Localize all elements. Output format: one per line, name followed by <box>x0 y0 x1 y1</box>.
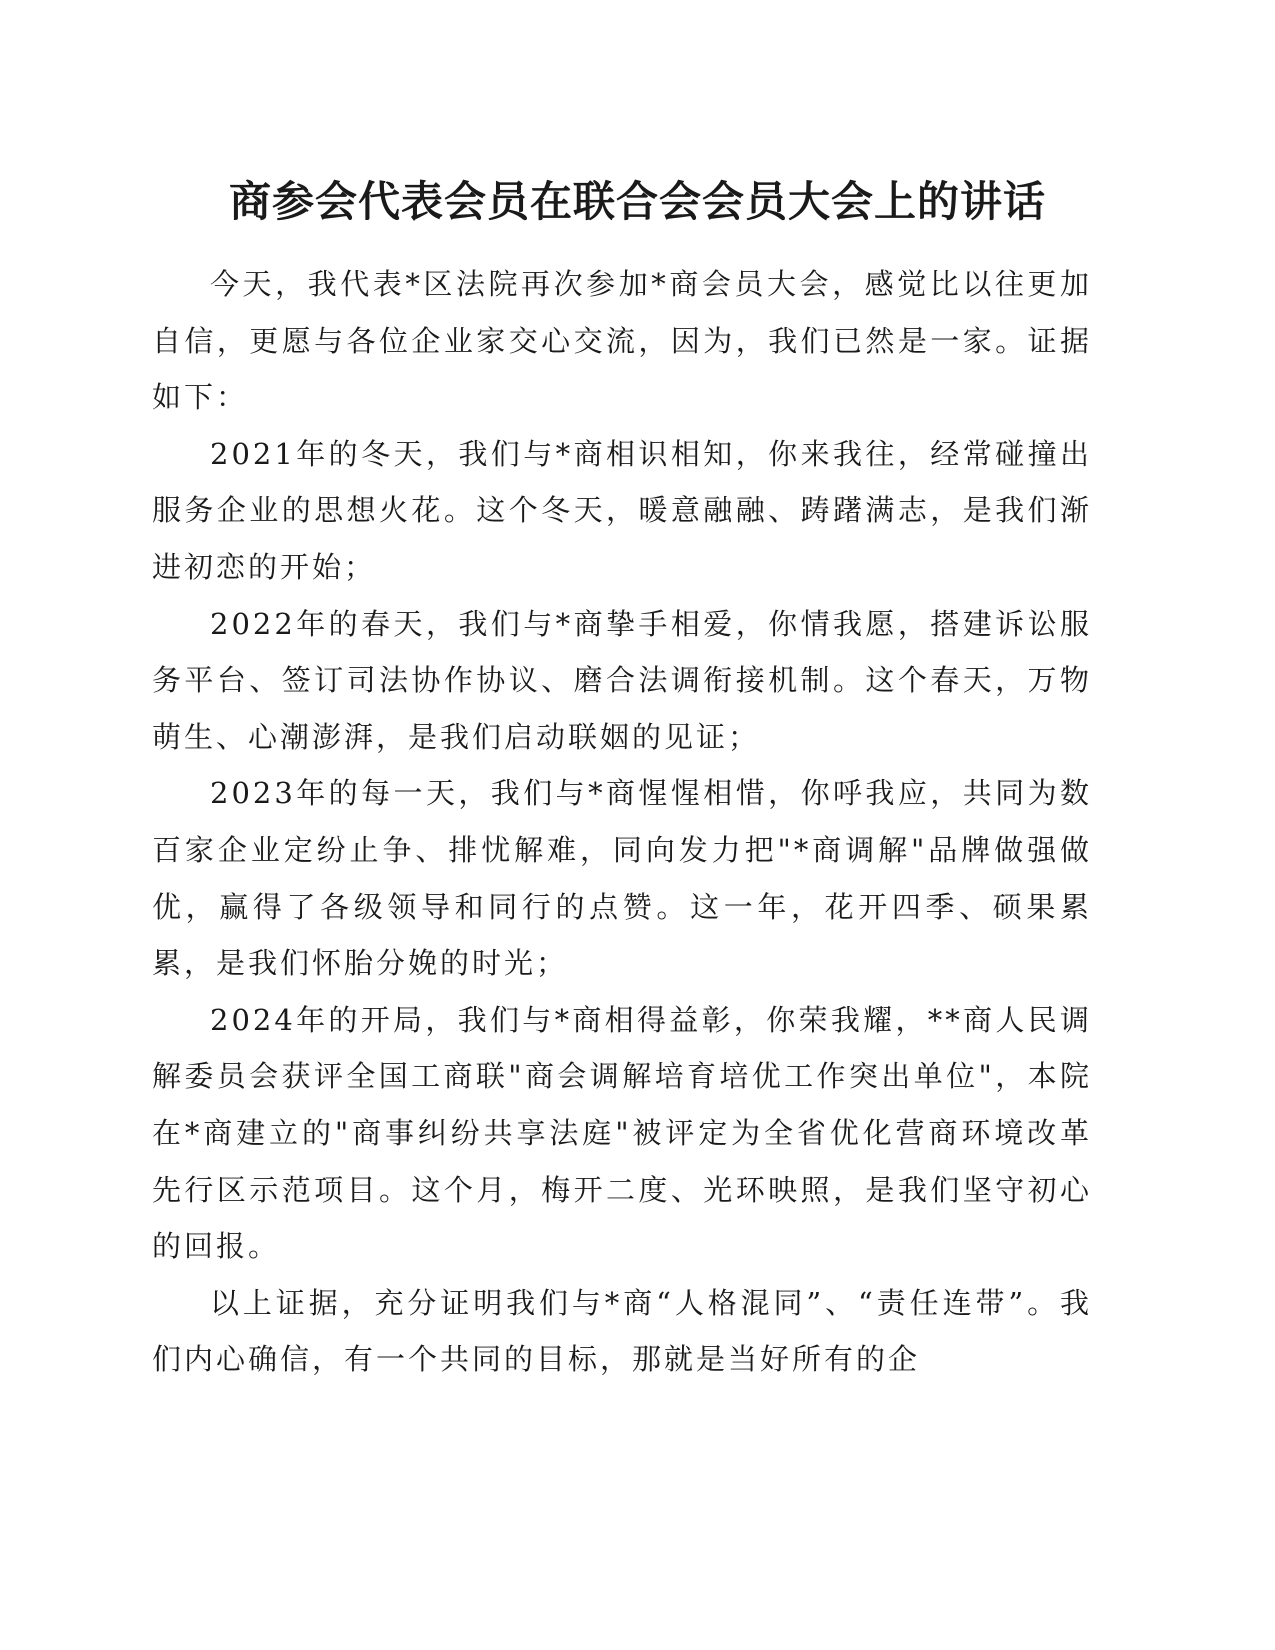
document-body <box>152 256 1092 1388</box>
document-title: 商参会代表会员在联合会会员大会上的讲话 <box>228 177 1046 226</box>
paragraph-2022: 2022年的春天，我们与*商挚手相爱，你情我愿，搭建诉讼服务平台、签订司法协作协议、磨合法调衔接机制。这个春天，万物萌生、心潮澎湃，是我们启动联姻的见证； <box>152 606 1092 754</box>
paragraph-conclusion: 以上证据，充分证明我们与*商“人格混同”、“责任连带”。我们内心确信，有一个共同的目标，那就是当好所有的企 <box>152 1285 1092 1377</box>
paragraph-2023: 2023年的每一天，我们与*商惺惺相惜，你呼我应，共同为数百家企业定纷止争、排忧解难，同向发力把"*商调解"品牌做强做优，赢得了各级领导和同行的点赞。这一年，花开四季、硕果累累，是我们怀胎分娩的时光； <box>152 776 1092 981</box>
paragraph-2024: 2024年的开局，我们与*商相得益彰，你荣我耀，**商人民调解委员会获评全国工商联"商会调解培育培优工作突出单位"，本院在*商建立的"商事纠纷共享法庭"被评定为全省优化营商环境改革先行区示范项目。这个月，梅开二度、光环映照，是我们坚守初心的回报。 <box>152 1002 1092 1264</box>
paragraph-2021: 2021年的冬天，我们与*商相识相知，你来我往，经常碰撞出服务企业的思想火花。这个冬天，暖意融融、踌躇满志，是我们渐进初恋的开始； <box>152 436 1092 584</box>
paragraph-intro: 今天，我代表*区法院再次参加*商会员大会，感觉比以往更加自信，更愿与各位企业家交心交流，因为，我们已然是一家。证据如下： <box>152 267 1092 415</box>
